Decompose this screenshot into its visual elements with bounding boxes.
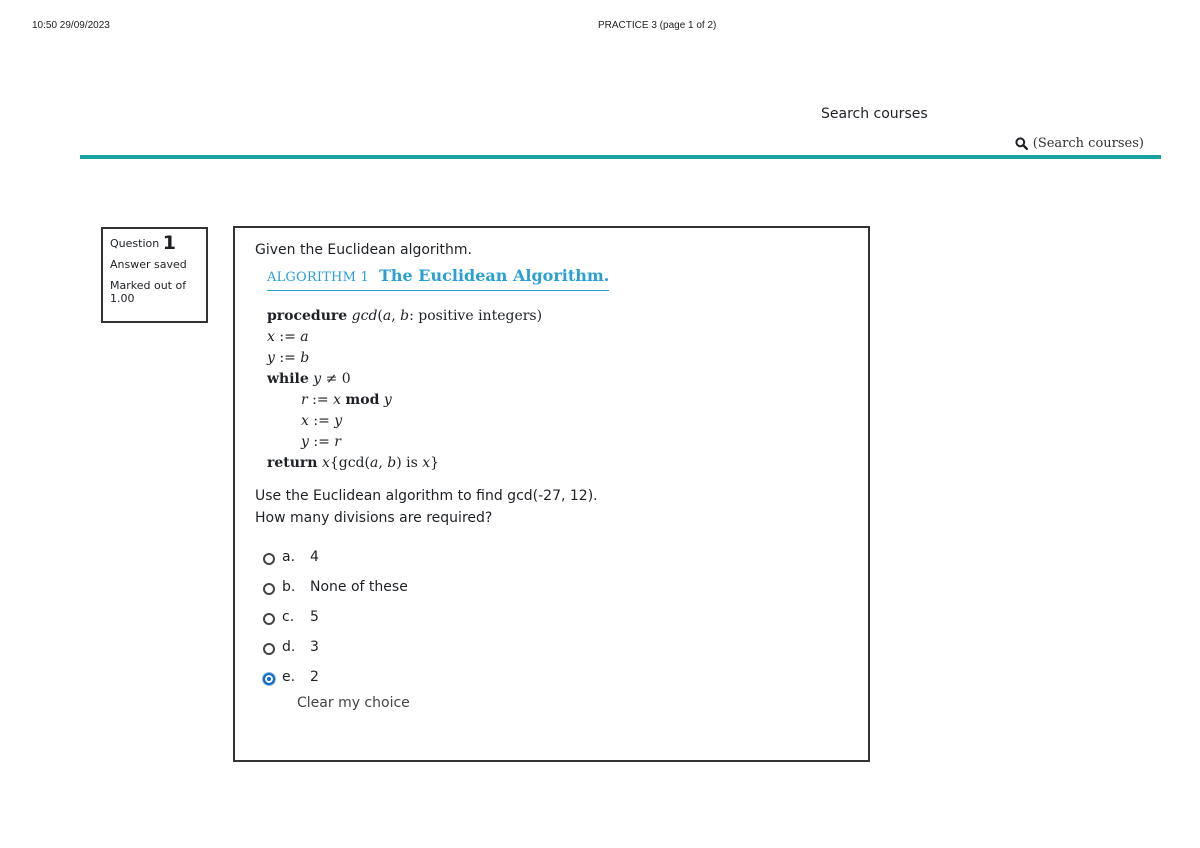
algorithm-line: x := a bbox=[267, 329, 309, 345]
search-icon bbox=[1015, 137, 1028, 150]
algorithm-line: r := x mod y bbox=[301, 392, 392, 408]
algorithm-label: ALGORITHM 1 bbox=[267, 270, 369, 285]
question-content bbox=[233, 226, 870, 762]
algorithm-line: y := r bbox=[301, 434, 341, 450]
answer-text: 5 bbox=[310, 609, 319, 625]
algorithm-title bbox=[267, 266, 609, 291]
answer-options bbox=[263, 542, 848, 711]
answer-text: None of these bbox=[310, 579, 408, 595]
algorithm-line: x := y bbox=[301, 413, 343, 429]
question-prompt: Use the Euclidean algorithm to find gcd(-27, 12). bbox=[255, 488, 598, 504]
answer-letter: a. bbox=[282, 549, 296, 565]
radio-button[interactable] bbox=[263, 583, 275, 595]
print-page-title: PRACTICE 3 (page 1 of 2) bbox=[598, 20, 717, 31]
question-label: Question bbox=[110, 237, 160, 250]
question-subprompt: How many divisions are required? bbox=[255, 510, 493, 526]
algorithm-line: return x{gcd(a, b) is x} bbox=[267, 455, 440, 471]
search-courses-link-label: (Search courses) bbox=[1032, 136, 1144, 151]
answer-letter: d. bbox=[282, 639, 296, 655]
question-intro: Given the Euclidean algorithm. bbox=[255, 242, 472, 258]
answer-letter: e. bbox=[282, 669, 296, 685]
header-divider bbox=[80, 155, 1161, 159]
algorithm-line: while y ≠ 0 bbox=[267, 371, 351, 387]
search-courses-heading: Search courses bbox=[821, 106, 928, 122]
search-courses-link[interactable] bbox=[1015, 136, 1144, 151]
answer-option-b[interactable] bbox=[263, 572, 848, 602]
answer-text: 4 bbox=[310, 549, 319, 565]
answer-option-a[interactable] bbox=[263, 542, 848, 572]
radio-button[interactable] bbox=[263, 643, 275, 655]
question-info-panel bbox=[101, 227, 208, 323]
answer-letter: b. bbox=[282, 579, 296, 595]
algorithm-figure bbox=[267, 266, 848, 474]
answer-letter: c. bbox=[282, 609, 295, 625]
answer-option-e[interactable] bbox=[263, 662, 848, 692]
clear-choice-link[interactable]: Clear my choice bbox=[297, 695, 410, 711]
answer-option-c[interactable] bbox=[263, 602, 848, 632]
radio-button[interactable] bbox=[263, 613, 275, 625]
algorithm-line: y := b bbox=[267, 350, 310, 366]
radio-button[interactable] bbox=[263, 673, 275, 685]
question-number-value: 1 bbox=[162, 232, 176, 254]
algorithm-name: The Euclidean Algorithm. bbox=[379, 266, 610, 285]
radio-button[interactable] bbox=[263, 553, 275, 565]
answer-text: 3 bbox=[310, 639, 319, 655]
algorithm-line: procedure gcd(a, b: positive integers) bbox=[267, 308, 543, 324]
print-timestamp: 10:50 29/09/2023 bbox=[32, 20, 110, 31]
answer-text: 2 bbox=[310, 669, 319, 685]
question-grade: Marked out of 1.00 bbox=[110, 279, 187, 305]
answer-option-d[interactable] bbox=[263, 632, 848, 662]
question-state: Answer saved bbox=[110, 258, 187, 271]
question-number bbox=[110, 234, 199, 253]
